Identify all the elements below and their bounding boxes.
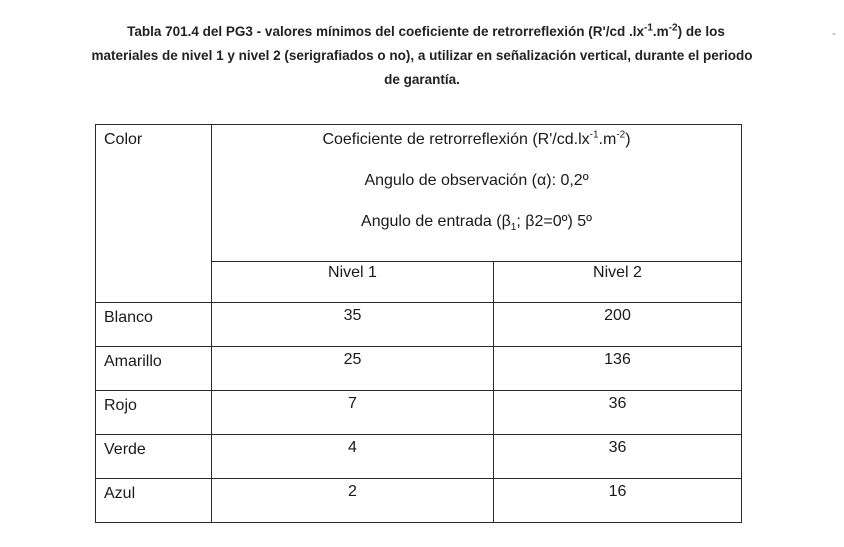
coef-title-end: ): [625, 131, 631, 148]
row-nivel-2: 36: [494, 435, 742, 479]
table-row: [96, 435, 742, 479]
row-nivel-1: 35: [212, 303, 494, 347]
header-observation-angle: Angulo de observación (α): 0,2º: [364, 172, 589, 189]
header-coefficient: [212, 125, 742, 262]
coef-title-mid: .m: [598, 131, 617, 148]
header-coefficient-title: [212, 130, 741, 150]
row-color: Azul: [96, 479, 212, 523]
header-nivel-2: Nivel 2: [494, 262, 742, 303]
caption-sup-m: -2: [668, 22, 678, 34]
header-nivel-1: Nivel 1: [212, 262, 494, 303]
row-nivel-2: 36: [494, 391, 742, 435]
row-nivel-2: 200: [494, 303, 742, 347]
header-entry-angle: [212, 212, 741, 232]
table-row: [96, 479, 742, 523]
table-row: [96, 303, 742, 347]
caption-line-1-mid: .m: [652, 24, 669, 39]
retroreflection-table: [95, 124, 742, 523]
row-color: Amarillo: [96, 347, 212, 391]
stray-mark: -: [832, 26, 836, 40]
coef-sup-lx: -1: [589, 129, 599, 141]
header-color: Color: [96, 125, 212, 303]
row-nivel-1: 2: [212, 479, 494, 523]
caption-line-2: materiales de nivel 1 y nivel 2 (serigrafiados o no), a utilizar en señalización vertical, durante el periodo: [91, 48, 753, 63]
row-nivel-1: 25: [212, 347, 494, 391]
caption-line-1-text: Tabla 701.4 del PG3 - valores mínimos del coeficiente de retrorreflexión (R'/cd .lx: [127, 24, 645, 39]
entry-angle-text: Angulo de entrada (β: [361, 213, 511, 230]
caption-line-1-end: ) de los: [677, 24, 725, 39]
entry-angle-sub: 1: [510, 222, 517, 234]
caption-line-1: [0, 20, 844, 44]
coef-title-text: Coeficiente de retrorreflexión (R'/cd.lx: [322, 131, 590, 148]
row-nivel-1: 7: [212, 391, 494, 435]
table-row: [96, 391, 742, 435]
row-color: Verde: [96, 435, 212, 479]
row-nivel-1: 4: [212, 435, 494, 479]
row-color: Blanco: [96, 303, 212, 347]
table-header-row: [96, 125, 742, 262]
row-color: Rojo: [96, 391, 212, 435]
caption-line-3: de garantía.: [384, 72, 460, 87]
row-nivel-2: 136: [494, 347, 742, 391]
table-caption: [0, 20, 844, 92]
entry-angle-end: ; β2=0º) 5º: [516, 213, 592, 230]
caption-sup-lx: -1: [644, 22, 653, 34]
row-nivel-2: 16: [494, 479, 742, 523]
coef-sup-m: -2: [616, 129, 626, 141]
table-row: [96, 347, 742, 391]
